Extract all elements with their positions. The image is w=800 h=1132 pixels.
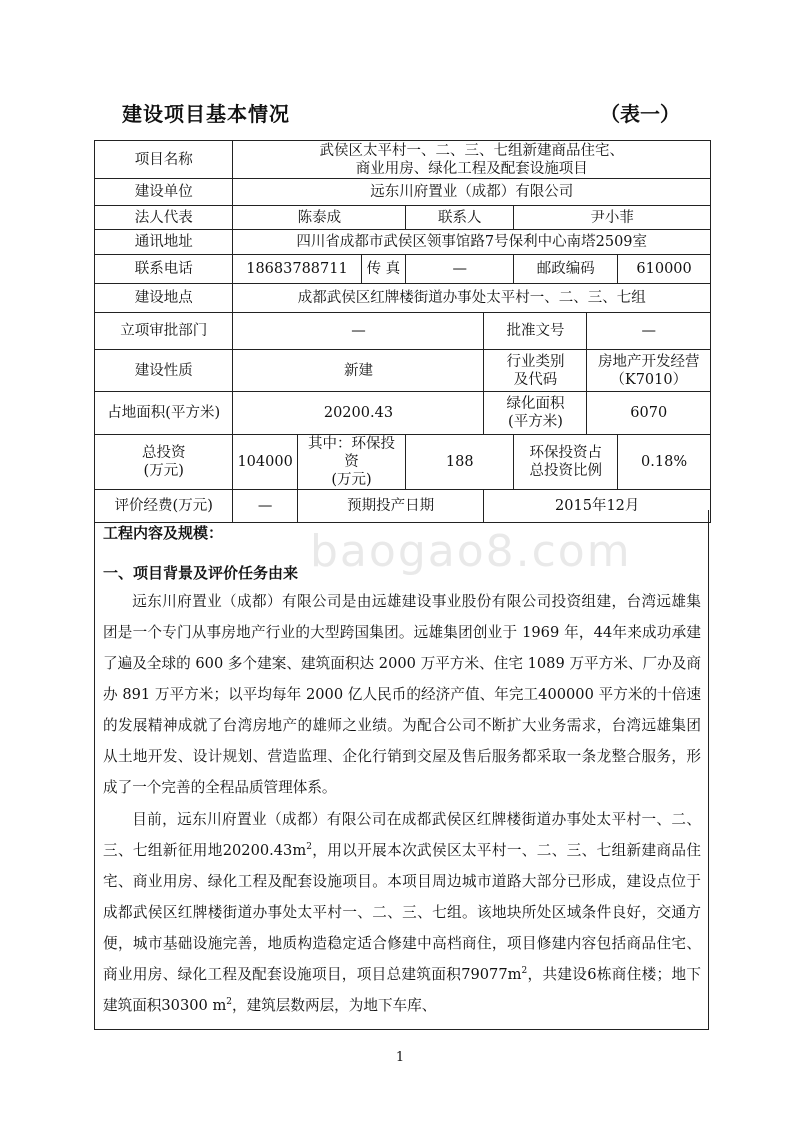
fax-value: —: [406, 255, 514, 284]
approval-doc-value: —: [587, 313, 711, 350]
section1-heading: 一、项目背景及评价任务由来: [103, 564, 299, 582]
start-date-label: 预期投产日期: [297, 490, 484, 523]
phone-label: 联系电话: [95, 255, 233, 284]
nature-value: 新建: [233, 350, 484, 392]
env-ratio-value: 0.18%: [618, 435, 711, 490]
invest-label: 总投资 (万元): [95, 435, 233, 490]
address-value: 四川省成都市武侯区领事馆路7号保利中心南塔2509室: [233, 230, 711, 255]
contact-label: 联系人: [406, 206, 514, 230]
project-info-table: [94, 140, 711, 523]
location-label: 建设地点: [95, 284, 233, 313]
approval-dept-label: 立项审批部门: [95, 313, 233, 350]
env-ratio-label: 环保投资占 总投资比例: [514, 435, 618, 490]
legal-rep-label: 法人代表: [95, 206, 233, 230]
green-label: 绿化面积 (平方米): [484, 392, 587, 435]
env-invest-label: 其中：环保投资 (万元): [297, 435, 405, 490]
postcode-label: 邮政编码: [514, 255, 618, 284]
industry-label: 行业类别 及代码: [484, 350, 587, 392]
approval-dept-value: —: [233, 313, 484, 350]
project-name-value: 武侯区太平村一、二、三、七组新建商品住宅、 商业用房、绿化工程及配套设施项目: [233, 141, 711, 179]
fax-label: 传 真: [361, 255, 406, 284]
current-status-paragraph: 目前，远东川府置业（成都）有限公司在成都武侯区红牌楼街道办事处太平村一、二、三、七组新征用地$20200.43m^2$，用以开展本次武侯区太平村一、二、三、七组新建商品住宅、商业用房、绿化工程及配套设施项目。本项目周边城市道路大部分已形成，建设点位于成都武侯区红牌楼街道办事处太平村一、二、三、七组。该地块所处区域条件良好，交通方便，城市基础设施完善，地质构造稳定适合修建中高档商住，项目修建内容包括商品住宅、商业用房、绿化工程及配套设施项目，项目总建筑面积$79077m^2$，共建设6栋商住楼；地下建筑面积30300 $m^2$，建筑层数两层，为地下车库、: [103, 811, 701, 1014]
env-invest-value: 188: [406, 435, 514, 490]
nature-label: 建设性质: [95, 350, 233, 392]
eval-fee-label: 评价经费(万元): [95, 490, 233, 523]
address-label: 通讯地址: [95, 230, 233, 255]
project-name-label: 项目名称: [95, 141, 233, 179]
industry-value: 房地产开发经营（K7010）: [587, 350, 711, 392]
project-content-box: [94, 510, 709, 1030]
page-number: 1: [395, 1050, 405, 1065]
approval-doc-label: 批准文号: [484, 313, 587, 350]
builder-label: 建设单位: [95, 179, 233, 206]
invest-value: 104000: [233, 435, 297, 490]
table-number: （表一）: [600, 102, 680, 126]
area-value: 20200.43: [233, 392, 484, 435]
postcode-value: 610000: [618, 255, 711, 284]
background-paragraph: 远东川府置业（成都）有限公司是由远雄建设事业股份有限公司投资组建，台湾远雄集团是一个专门从事房地产行业的大型跨国集团。远雄集团创业于 1969 年，44年来成功承建了遍及全球的 600 多个建案、建筑面积达 2000 万平方米、住宅 1089 万平方米、厂办及商办 891 万平方米；以平均每年 2000 亿人民币的经济产值、年完工400000 平方米的十倍速的发展精神成就了台湾房地产的雄师之业绩。为配合公司不断扩大业务需求，台湾远雄集团从土地开发、设计规划、营造监理、企化行销到交屋及售后服务都采取一条龙整合服务，形成了一个完善的全程品质管理体系。: [103, 593, 701, 796]
green-value: 6070: [587, 392, 711, 435]
watermark: baogao8.com: [310, 526, 632, 577]
phone-value: 18683788711: [233, 255, 361, 284]
location-value: 成都武侯区红牌楼街道办事处太平村一、二、三、七组: [233, 284, 711, 313]
scope-heading: 工程内容及规模：: [103, 524, 224, 542]
legal-rep-value: 陈泰成: [233, 206, 406, 230]
contact-value: 尹小菲: [514, 206, 711, 230]
builder-value: 远东川府置业（成都）有限公司: [233, 179, 711, 206]
page-title: 建设项目基本情况: [122, 102, 290, 126]
area-label: 占地面积(平方米): [95, 392, 233, 435]
eval-fee-value: —: [233, 490, 297, 523]
start-date-value: 2015年12月: [484, 490, 711, 523]
